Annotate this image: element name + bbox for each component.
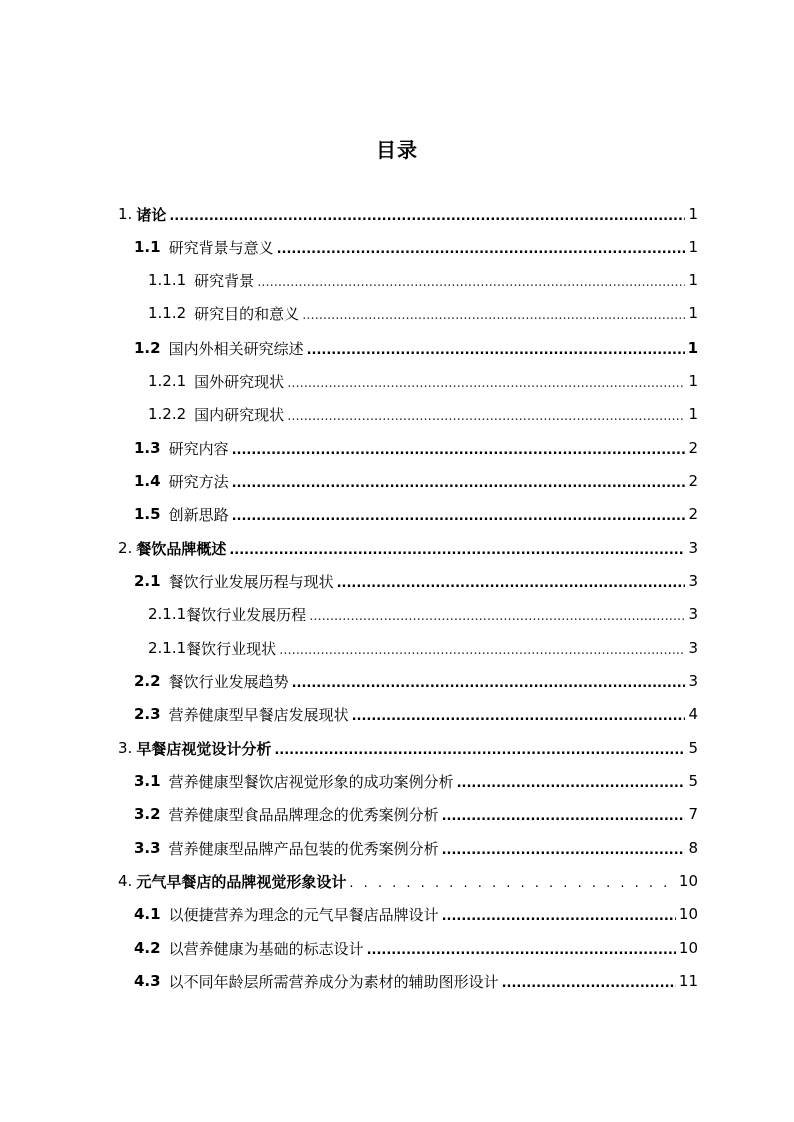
toc-entry-title: 营养健康型早餐店发展现状 — [168, 705, 349, 724]
toc-entry-page: 10 — [678, 905, 698, 923]
toc-entry-number: 3.1 — [134, 772, 161, 790]
toc-entry-title: 餐饮行业发展历程 — [186, 605, 307, 624]
toc-entry-page: 3 — [688, 572, 698, 590]
toc-entry-number: 1. — [118, 205, 133, 223]
toc-entry-number: 2.1.1 — [148, 605, 187, 623]
toc-entry-title: 餐饮行业发展趋势 — [168, 672, 289, 691]
toc-entry[interactable] — [134, 897, 698, 931]
leader-dots — [232, 477, 685, 491]
toc-entry-page: 5 — [688, 739, 698, 757]
toc-entry-page: 4 — [688, 705, 698, 723]
leader-dots — [257, 276, 685, 290]
leader-dots — [337, 577, 685, 591]
toc-entry-page: 2 — [688, 505, 698, 523]
toc-entry-title: 国外研究现状 — [194, 372, 285, 391]
toc-entry[interactable] — [148, 364, 698, 398]
toc-entry-title: 研究内容 — [168, 439, 229, 458]
leader-dots — [277, 243, 685, 257]
leader-dots — [287, 377, 685, 391]
toc-entry-title: 诸论 — [136, 205, 167, 224]
toc-entry-number: 1.1.2 — [148, 304, 187, 322]
toc-entry-number: 2.3 — [134, 705, 161, 723]
toc-entry-title: 创新思路 — [168, 505, 229, 524]
leader-dots — [352, 710, 685, 724]
leader-dots — [367, 944, 676, 958]
leader-dots — [442, 844, 685, 858]
toc-entry-title: 餐饮品牌概述 — [136, 539, 227, 558]
toc-entry-page: 1 — [687, 339, 698, 357]
toc-entry-title: 营养健康型食品品牌理念的优秀案例分析 — [168, 805, 439, 824]
toc-entry-title: 研究背景 — [194, 271, 255, 290]
toc-entry-page: 2 — [688, 472, 698, 490]
toc-entry[interactable] — [148, 263, 698, 297]
toc-entry-title: 国内研究现状 — [194, 405, 285, 424]
toc-entry-number: 4. — [118, 872, 133, 890]
toc-entry[interactable] — [148, 397, 698, 431]
toc-entry-number: 1.1.1 — [148, 271, 187, 289]
toc-entry-page: 1 — [688, 238, 698, 256]
toc-entry[interactable] — [134, 497, 698, 531]
leader-dots — [442, 810, 685, 824]
toc-entry-page: 1 — [688, 271, 698, 289]
toc-entry-title: 以便捷营养为理念的元气早餐店品牌设计 — [168, 905, 439, 924]
leader-dots — [309, 610, 685, 624]
toc-entry-number: 1.3 — [134, 439, 161, 457]
toc-entry-title: 研究方法 — [168, 472, 229, 491]
toc-entry-number: 2.1 — [134, 572, 161, 590]
toc-entry-number: 3.2 — [134, 805, 161, 823]
toc-entry-page: 1 — [688, 405, 698, 423]
toc-entry[interactable] — [148, 631, 698, 665]
toc-entry-page: 10 — [678, 872, 698, 890]
toc-entry-page: 10 — [678, 939, 698, 957]
toc-entry[interactable] — [118, 731, 698, 765]
toc-entry[interactable] — [134, 931, 698, 965]
toc-entry-number: 3.3 — [134, 839, 161, 857]
toc-entry-number: 1.5 — [134, 505, 161, 523]
toc-entry-page: 3 — [688, 605, 698, 623]
leader-dots — [229, 544, 685, 558]
toc-entry[interactable] — [134, 764, 698, 798]
toc-entry-number: 4.1 — [134, 905, 161, 923]
toc-entry-title: 早餐店视觉设计分析 — [136, 739, 272, 758]
leader-dots — [274, 744, 685, 758]
toc-entry[interactable] — [134, 331, 698, 365]
toc-entry-page: 7 — [688, 805, 698, 823]
toc-entry-page: 2 — [688, 439, 698, 457]
leader-dots — [292, 677, 685, 691]
toc-entry[interactable] — [118, 197, 698, 231]
toc-entry-number: 4.2 — [134, 939, 161, 957]
toc-entry[interactable] — [148, 597, 698, 631]
toc-entry-page: 3 — [688, 539, 698, 557]
toc-entry-title: 研究背景与意义 — [168, 238, 274, 257]
toc-entry-number: 1.4 — [134, 472, 161, 490]
toc-entry-title: 国内外相关研究综述 — [168, 339, 304, 358]
leader-dots — [287, 410, 685, 424]
toc-entry-page: 3 — [688, 639, 698, 657]
toc-entry[interactable] — [134, 697, 698, 731]
toc-entry-page: 3 — [688, 672, 698, 690]
toc-entry[interactable] — [134, 564, 698, 598]
toc-entry-title: 研究目的和意义 — [194, 304, 300, 323]
page-title: 目录 — [376, 138, 418, 162]
toc-entry[interactable] — [134, 964, 698, 998]
toc-entry-number: 1.1 — [134, 238, 161, 256]
leader-dots — [442, 910, 676, 924]
toc-entry-number: 2.1.1 — [148, 639, 187, 657]
toc-entry[interactable] — [134, 831, 698, 865]
toc-entry-title: 营养健康型品牌产品包装的优秀案例分析 — [168, 839, 439, 858]
toc-entry-number: 2.2 — [134, 672, 161, 690]
toc-entry[interactable] — [134, 431, 698, 465]
toc-entry-page: 1 — [688, 205, 698, 223]
toc-entry-number: 4.3 — [134, 972, 161, 990]
toc-entry-title: 以营养健康为基础的标志设计 — [168, 939, 364, 958]
toc-entry[interactable] — [134, 797, 698, 831]
toc-entry-page: 1 — [688, 304, 698, 322]
leader-dots — [232, 444, 685, 458]
toc-entry[interactable] — [118, 531, 698, 565]
leader-dots — [279, 644, 685, 658]
toc-entry[interactable] — [134, 664, 698, 698]
toc-entry-number: 1.2.2 — [148, 405, 187, 423]
toc-entry[interactable] — [148, 296, 698, 330]
toc-entry-number: 3. — [118, 739, 133, 757]
leader-dots — [349, 877, 676, 891]
toc-entry-title: 餐饮行业发展历程与现状 — [168, 572, 334, 591]
leader-dots — [457, 777, 685, 791]
leader-dots — [302, 309, 685, 323]
toc-entry-page: 11 — [678, 972, 698, 990]
toc-entry[interactable] — [134, 230, 698, 264]
leader-dots — [307, 344, 685, 358]
toc-entry[interactable] — [134, 464, 698, 498]
toc-entry-page: 1 — [688, 372, 698, 390]
toc-entry[interactable] — [118, 864, 698, 898]
toc-entry-title: 餐饮行业现状 — [186, 639, 277, 658]
toc-entry-page: 5 — [688, 772, 698, 790]
toc-entry-title: 以不同年龄层所需营养成分为素材的辅助图形设计 — [168, 972, 499, 991]
toc-entry-page: 8 — [688, 839, 698, 857]
leader-dots — [502, 977, 676, 991]
leader-dots — [232, 510, 685, 524]
toc-entry-title: 元气早餐店的品牌视觉形象设计 — [136, 872, 347, 891]
toc-entry-title: 营养健康型餐饮店视觉形象的成功案例分析 — [168, 772, 454, 791]
toc-entry-number: 2. — [118, 539, 133, 557]
leader-dots — [169, 210, 685, 224]
toc-entry-number: 1.2 — [134, 339, 161, 357]
toc-entry-number: 1.2.1 — [148, 372, 187, 390]
